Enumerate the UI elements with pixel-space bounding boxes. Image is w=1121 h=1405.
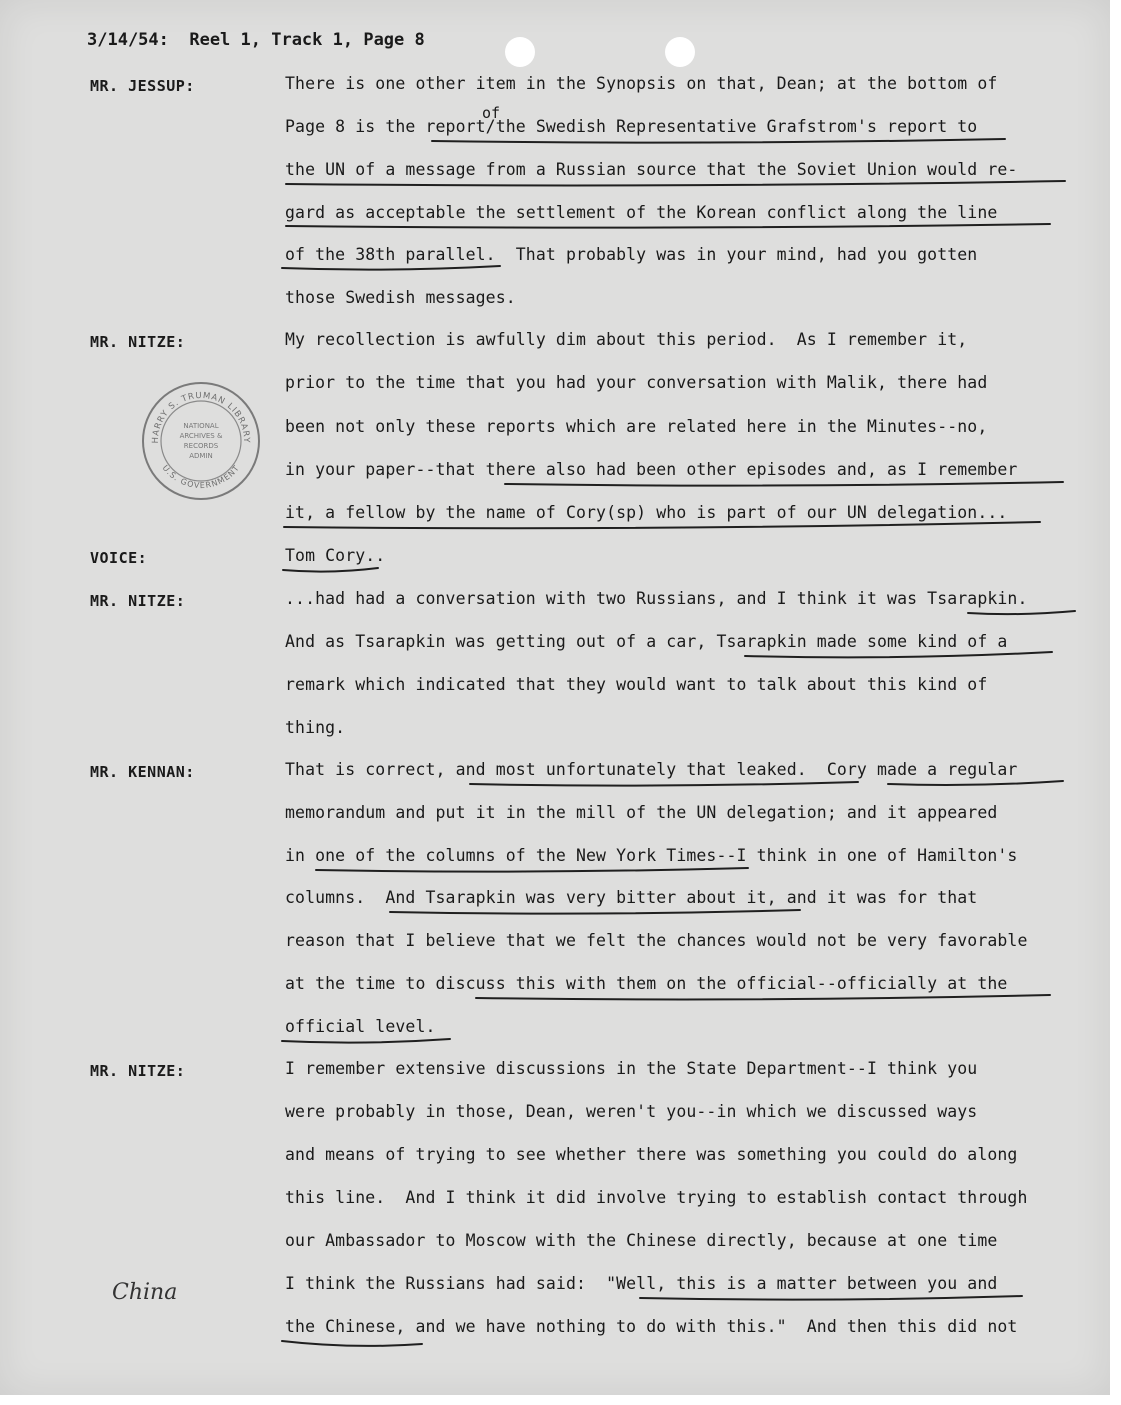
handwritten-margin-note: China bbox=[112, 1280, 178, 1305]
kennan-line-3: in one of the columns of the New York Times--I think in one of Hamilton's bbox=[285, 846, 1018, 865]
underline-kennan-6 bbox=[282, 1039, 450, 1043]
stamp-top-text: HARRY S. TRUMAN LIBRARY bbox=[150, 390, 252, 444]
nitze2-line-4: thing. bbox=[285, 718, 346, 737]
underline-voice bbox=[283, 568, 378, 572]
nitze3-line-3: and means of trying to see whether there was something you could do along bbox=[285, 1145, 1018, 1164]
underline-kennan-5 bbox=[476, 995, 1050, 999]
voice-line-1: Tom Cory.. bbox=[285, 546, 386, 565]
underline-jessup-1 bbox=[432, 139, 1005, 143]
jessup-line-6: those Swedish messages. bbox=[285, 288, 516, 307]
speaker-voice: VOICE: bbox=[90, 549, 148, 567]
underline-nitze1-2 bbox=[284, 522, 1040, 528]
nitze2-line-3: remark which indicated that they would want to talk about this kind of bbox=[285, 675, 988, 694]
jessup-line-3: the UN of a message from a Russian source that the Soviet Union would re- bbox=[285, 160, 1018, 179]
nitze2-line-1: ...had had a conversation with two Russians, and I think it was Tsarapkin. bbox=[285, 589, 1028, 608]
nitze1-line-2: prior to the time that you had your conversation with Malik, there had bbox=[285, 373, 988, 392]
nitze1-line-3: been not only these reports which are related here in the Minutes--no, bbox=[285, 417, 988, 436]
underline-nitze2-2 bbox=[745, 652, 1052, 657]
library-stamp bbox=[140, 380, 262, 502]
kennan-line-7: official level. bbox=[285, 1017, 436, 1036]
speaker-kennan: MR. KENNAN: bbox=[90, 763, 195, 781]
jessup-line-5: of the 38th parallel. That probably was in your mind, had you gotten bbox=[285, 245, 978, 264]
nitze3-line-2: were probably in those, Dean, weren't you--in which we discussed ways bbox=[285, 1102, 978, 1121]
underline-nitze3-1 bbox=[640, 1296, 1022, 1300]
svg-text:U.S. GOVERNMENT bbox=[161, 463, 242, 490]
jessup-line-1: There is one other item in the Synopsis on that, Dean; at the bottom of bbox=[285, 74, 998, 93]
handwritten-insertion: of bbox=[482, 104, 501, 122]
nitze3-line-5: our Ambassador to Moscow with the Chinese directly, because at one time bbox=[285, 1231, 998, 1250]
nitze1-line-5: it, a fellow by the name of Cory(sp) who is part of our UN delegation... bbox=[285, 503, 1008, 522]
nitze3-line-1: I remember extensive discussions in the State Department--I think you bbox=[285, 1059, 978, 1078]
nitze3-line-4: this line. And I think it did involve trying to establish contact through bbox=[285, 1188, 1028, 1207]
kennan-line-1: That is correct, and most unfortunately that leaked. Cory made a regular bbox=[285, 760, 1018, 779]
stamp-center-line-4: ADMIN bbox=[189, 452, 213, 460]
speaker-nitze-3: MR. NITZE: bbox=[90, 1062, 186, 1080]
jessup-line-2: Page 8 is the report/the Swedish Representative Grafstrom's report to bbox=[285, 117, 978, 136]
underline-nitze1-1 bbox=[505, 482, 1063, 486]
kennan-line-5: reason that I believe that we felt the chances would not be very favorable bbox=[285, 931, 1028, 950]
speaker-jessup: MR. JESSUP: bbox=[90, 77, 195, 95]
underline-nitze2-1 bbox=[968, 611, 1075, 614]
punch-hole-left bbox=[505, 37, 535, 67]
kennan-line-6: at the time to discuss this with them on the official--officially at the bbox=[285, 974, 1008, 993]
kennan-line-4: columns. And Tsarapkin was very bitter about it, and it was for that bbox=[285, 888, 978, 907]
kennan-line-2: memorandum and put it in the mill of the UN delegation; and it appeared bbox=[285, 803, 998, 822]
speaker-nitze-1: MR. NITZE: bbox=[90, 333, 186, 351]
jessup-line-4: gard as acceptable the settlement of the Korean conflict along the line bbox=[285, 203, 998, 222]
page-header: 3/14/54: Reel 1, Track 1, Page 8 bbox=[87, 30, 425, 50]
underline-kennan-4 bbox=[390, 910, 800, 914]
underline-nitze3-2 bbox=[282, 1341, 422, 1346]
nitze1-line-4: in your paper--that there also had been other episodes and, as I remember bbox=[285, 460, 1018, 479]
nitze2-line-2: And as Tsarapkin was getting out of a car, Tsarapkin made some kind of a bbox=[285, 632, 1008, 651]
nitze3-line-7: the Chinese, and we have nothing to do with this." And then this did not bbox=[285, 1317, 1018, 1336]
underline-kennan-3 bbox=[316, 868, 748, 872]
underline-kennan-1 bbox=[470, 782, 858, 786]
stamp-bottom-text: U.S. GOVERNMENT bbox=[160, 463, 242, 491]
stamp-center-line-3: RECORDS bbox=[183, 442, 219, 450]
nitze3-line-6: I think the Russians had said: "Well, this is a matter between you and bbox=[285, 1274, 998, 1293]
punch-hole-right bbox=[665, 37, 695, 67]
underline-kennan-2 bbox=[888, 781, 1063, 785]
stamp-center-line-2: ARCHIVES & bbox=[179, 432, 223, 440]
underline-jessup-4 bbox=[282, 266, 500, 270]
underline-jessup-3 bbox=[286, 224, 1050, 228]
underline-jessup-2 bbox=[286, 181, 1065, 185]
speaker-nitze-2: MR. NITZE: bbox=[90, 592, 186, 610]
stamp-center-line-1: NATIONAL bbox=[183, 422, 219, 430]
nitze1-line-1: My recollection is awfully dim about this period. As I remember it, bbox=[285, 330, 968, 349]
